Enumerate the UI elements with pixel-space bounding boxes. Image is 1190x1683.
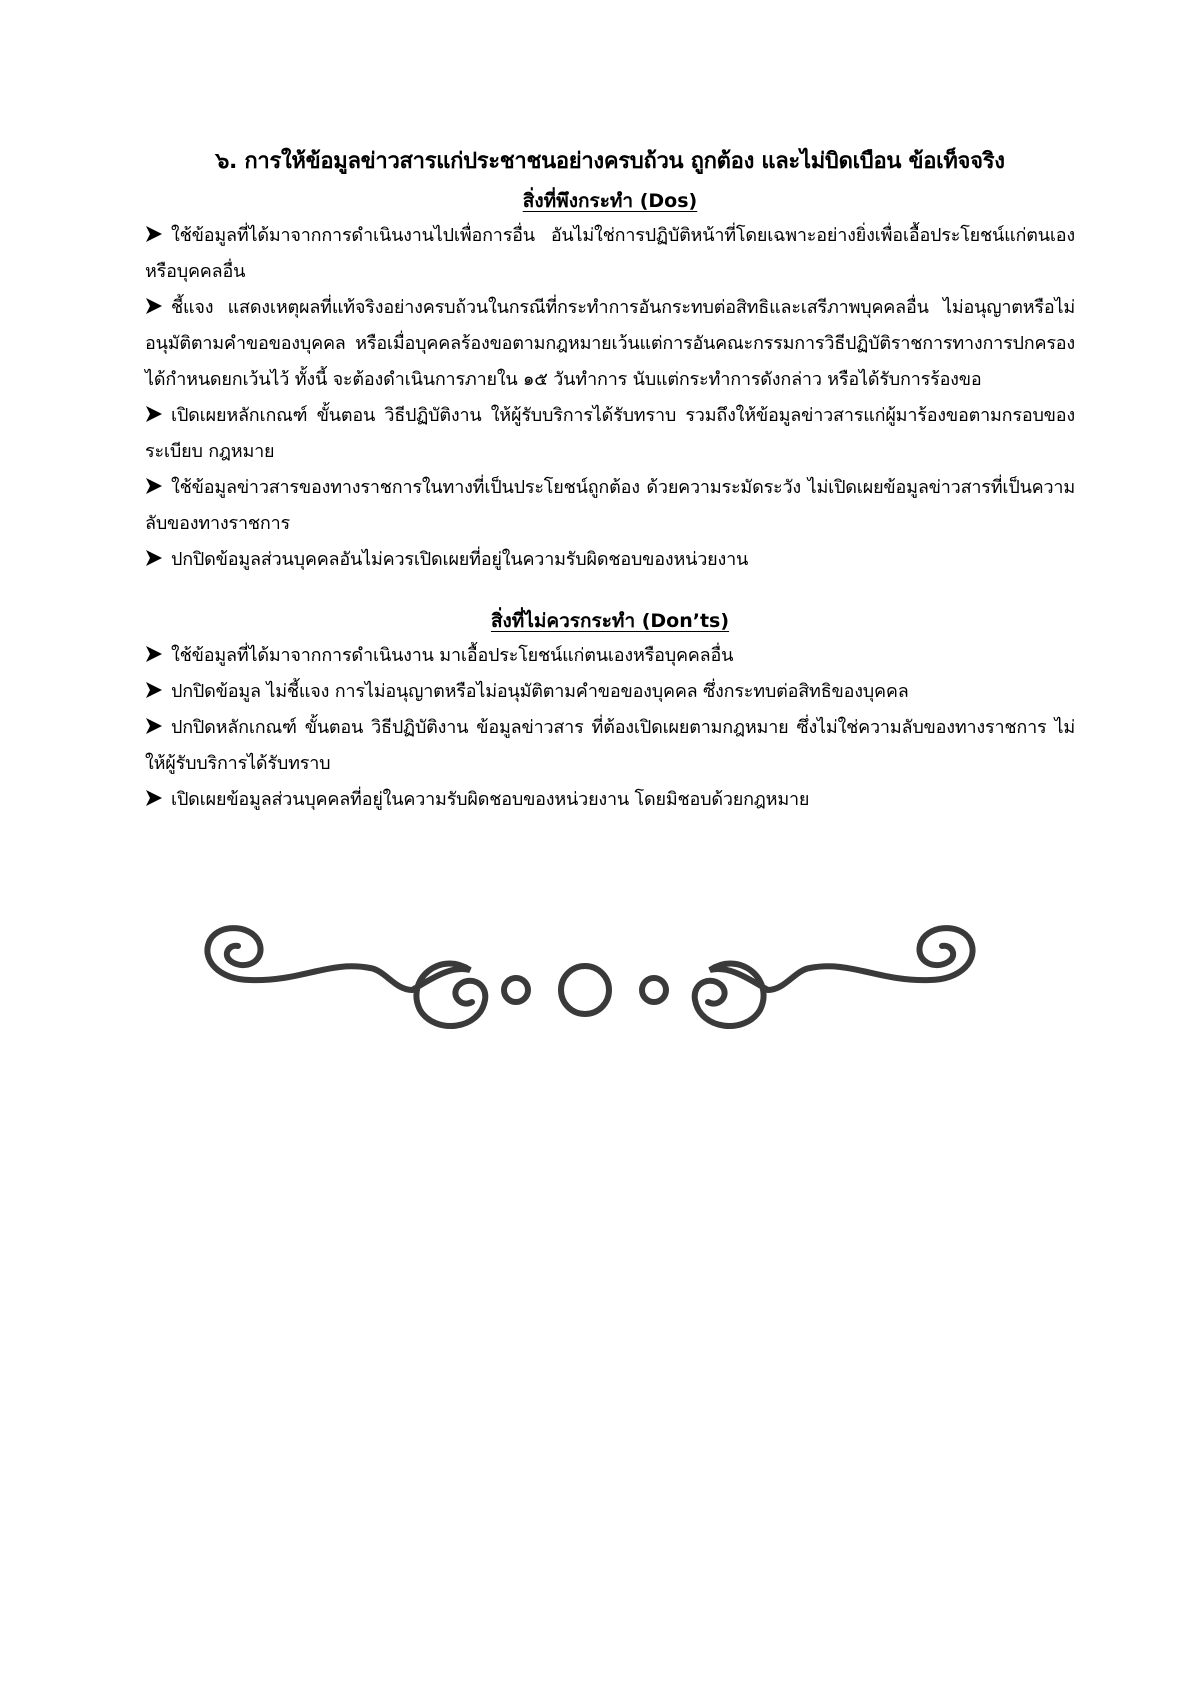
donts-item [145, 782, 1075, 818]
donts-item-text: เปิดเผยข้อมูลส่วนบุคคลที่อยู่ในความรับผิดชอบของหน่วยงาน โดยมิชอบด้วยกฎหมาย [171, 789, 810, 810]
dos-item-text: ใช้ข้อมูลที่ได้มาจากการดำเนินงานไปเพื่อการอื่น อันไม่ใช่การปฏิบัติหน้าที่โดยเฉพาะอย่างยิ่งเพื่อเอื้อประโยชน์แก่ตนเองหรือบุคคลอื่น [145, 225, 1075, 282]
arrowhead-bullet-icon [145, 681, 163, 699]
dos-item [145, 290, 1075, 398]
dos-item [145, 542, 1075, 578]
donts-heading: สิ่งที่ไม่ควรกระทำ (Don’ts) [490, 610, 730, 632]
donts-item-text: ปกปิดหลักเกณฑ์ ขั้นตอน วิธีปฏิบัติงาน ข้อมูลข่าวสาร ที่ต้องเปิดเผยตามกฎหมาย ซึ่งไม่ใช่ความลับของทางราชการ ไม่ให้ผู้รับบริการได้รับทราบ [145, 717, 1075, 774]
dos-heading: สิ่งที่พึงกระทำ (Dos) [522, 190, 698, 212]
dos-item-text: ชี้แจง แสดงเหตุผลที่แท้จริงอย่างครบถ้วนในกรณีที่กระทำการอันกระทบต่อสิทธิและเสรีภาพบุคคลอื่น ไม่อนุญาตหรือไม่อนุมัติตามคำขอของบุคคล หรือเมื่อบุคคลร้องขอตามกฎหมายเว้นแต่การอันคณะกรรมการวิธีปฏิบัติราชการทางการปกครองได้กำหนดยกเว้นไว้ ทั้งนี้ จะต้องดำเนินการภายใน ๑๕ วันทำการ นับแต่กระทำการดังกล่าว หรือได้รับการร้องขอ [145, 297, 1075, 390]
dos-item-text: เปิดเผยหลักเกณฑ์ ขั้นตอน วิธีปฏิบัติงาน ให้ผู้รับบริการได้รับทราบ รวมถึงให้ข้อมูลข่าวสารแก่ผู้มาร้องขอตามกรอบของระเบียบ กฎหมาย [145, 405, 1075, 462]
page-title: ๖. การให้ข้อมูลข่าวสารแก่ประชาชนอย่างครบถ้วน ถูกต้อง และไม่บิดเบือน ข้อเท็จจริง [215, 149, 1005, 174]
donts-item [145, 710, 1075, 782]
dos-item-text: ปกปิดข้อมูลส่วนบุคคลอันไม่ควรเปิดเผยที่อยู่ในความรับผิดชอบของหน่วยงาน [171, 549, 749, 570]
donts-item-text: ปกปิดข้อมูล ไม่ชี้แจง การไม่อนุญาตหรือไม่อนุมัติตามคำขอของบุคคล ซึ่งกระทบต่อสิทธิของบุคคล [171, 681, 909, 702]
donts-item-text: ใช้ข้อมูลที่ได้มาจากการดำเนินงาน มาเอื้อประโยชน์แก่ตนเองหรือบุคคลอื่น [171, 645, 734, 666]
arrowhead-bullet-icon [145, 297, 163, 315]
scroll-ornament-icon [180, 920, 1000, 1040]
dos-list [145, 218, 1075, 578]
arrowhead-bullet-icon [145, 405, 163, 423]
arrowhead-bullet-icon [145, 789, 163, 807]
dos-item [145, 470, 1075, 542]
donts-item [145, 674, 1075, 710]
donts-item [145, 638, 1075, 674]
arrowhead-bullet-icon [145, 717, 163, 735]
dos-item [145, 218, 1075, 290]
arrowhead-bullet-icon [145, 225, 163, 243]
donts-list [145, 638, 1075, 818]
arrowhead-bullet-icon [145, 549, 163, 567]
document-content [145, 140, 1075, 818]
arrowhead-bullet-icon [145, 645, 163, 663]
dos-item-text: ใช้ข้อมูลข่าวสารของทางราชการในทางที่เป็นประโยชน์ถูกต้อง ด้วยความระมัดระวัง ไม่เปิดเผยข้อมูลข่าวสารที่เป็นความลับของทางราชการ [145, 477, 1075, 534]
dos-item [145, 398, 1075, 470]
arrowhead-bullet-icon [145, 477, 163, 495]
